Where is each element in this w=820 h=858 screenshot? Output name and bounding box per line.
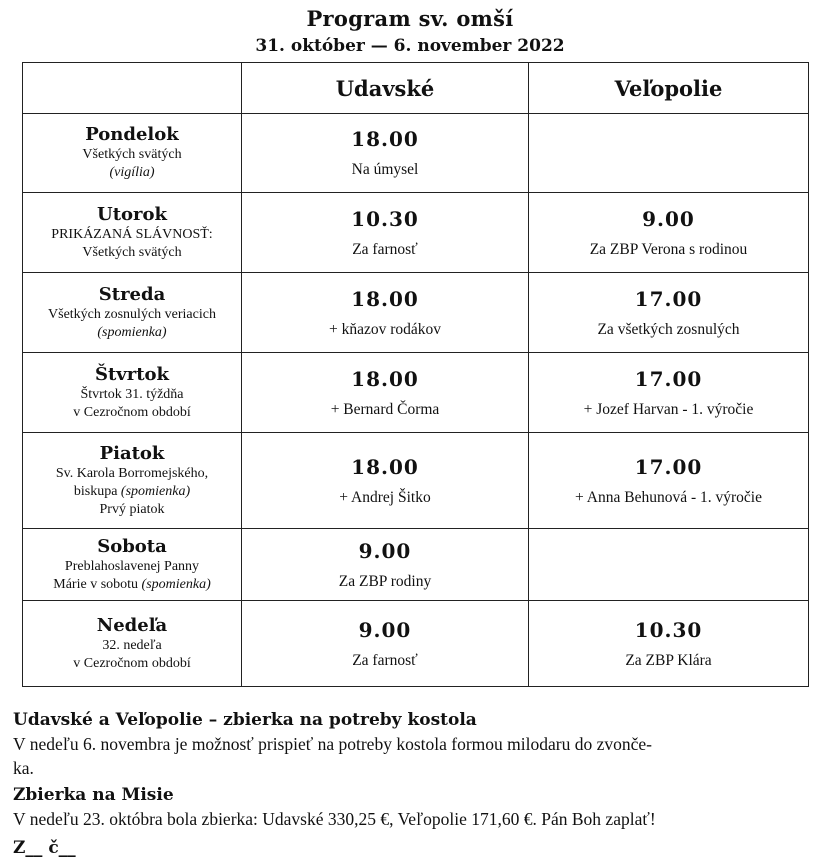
table-row	[23, 601, 809, 687]
note-text: V nedeľu 23. októbra bola zbierka: Udavské 330,25 €, Veľopolie 171,60 €. Pán Boh zaplať!	[13, 809, 656, 829]
udavske-cell	[242, 273, 529, 353]
day-subtitle: Všetkých zosnulých veriacich	[48, 306, 216, 322]
udavske-cell	[242, 529, 529, 601]
table-header-row	[23, 63, 809, 114]
announcements	[13, 708, 813, 831]
velopolie-cell	[529, 529, 809, 601]
table-row	[23, 273, 809, 353]
day-cell	[23, 353, 242, 433]
day-subtitle: Všetkých svätých	[82, 147, 182, 162]
day-subtitle: Všetkých svätých	[82, 244, 182, 260]
day-subtitle-italic: (spomienka)	[120, 483, 191, 499]
mass-schedule-table	[22, 62, 809, 687]
mass-intention: Za ZBP Klára	[625, 651, 712, 669]
mass-intention: Za farnosť	[352, 651, 418, 669]
mass-intention: Za ZBP Verona s rodinou	[589, 240, 748, 258]
mass-time: 17.00	[634, 286, 703, 311]
day-subtitle: biskupa	[73, 483, 118, 499]
day-name: Sobota	[97, 535, 167, 557]
header-empty-cell	[23, 63, 242, 114]
mass-intention: Na úmysel	[351, 161, 419, 178]
udavske-cell	[242, 601, 529, 687]
velopolie-cell	[529, 353, 809, 433]
mass-time: 18.00	[351, 366, 419, 391]
day-name: Utorok	[97, 203, 167, 225]
day-subtitle: v Cezročnom období	[73, 404, 191, 420]
header-udavske: Udavské	[242, 63, 529, 114]
mass-time: 9.00	[642, 206, 695, 231]
cutoff-heading: Z__ č__	[13, 838, 76, 858]
day-subtitle: Štvrtok 31. týždňa	[80, 386, 184, 402]
day-cell	[23, 273, 242, 353]
velopolie-cell	[529, 433, 809, 529]
mass-time: 17.00	[634, 454, 703, 479]
velopolie-cell	[529, 114, 809, 193]
day-subtitle: Márie v sobotu	[53, 576, 139, 592]
mass-intention: + Bernard Čorma	[330, 400, 440, 418]
mass-time: 9.00	[358, 617, 412, 642]
day-subtitle-italic: (spomienka)	[141, 576, 211, 592]
udavske-cell	[242, 353, 529, 433]
mass-time: 17.00	[634, 366, 703, 391]
mass-time: 18.00	[351, 454, 419, 479]
day-subtitle: Preblahoslavenej Panny	[64, 558, 200, 574]
mass-time: 18.00	[351, 127, 419, 151]
table-row	[23, 529, 809, 601]
day-subtitle-italic: (vigília)	[109, 165, 155, 180]
mass-intention: + kňazov rodákov	[328, 320, 442, 338]
velopolie-cell	[529, 193, 809, 273]
mass-intention: + Jozef Harvan - 1. výročie	[583, 400, 754, 418]
table-row	[23, 193, 809, 273]
mass-intention: + Anna Behunová - 1. výročie	[575, 488, 762, 506]
table-row	[23, 114, 809, 193]
mass-intention: Za ZBP rodiny	[338, 572, 432, 590]
udavske-cell	[242, 433, 529, 529]
velopolie-cell	[529, 273, 809, 353]
day-subtitle-italic: (spomienka)	[97, 324, 167, 340]
mass-time: 10.30	[634, 617, 703, 642]
mass-intention: Za všetkých zosnulých	[597, 320, 740, 338]
udavske-cell	[242, 193, 529, 273]
day-subtitle: 32. nedeľa	[102, 637, 162, 653]
day-subtitle: v Cezročnom období	[73, 655, 191, 671]
day-subtitle: PRIKÁZANÁ SLÁVNOSŤ:	[51, 226, 213, 242]
day-subtitle: Sv. Karola Borromejského,	[55, 465, 209, 481]
table-row	[23, 353, 809, 433]
udavske-cell	[242, 114, 529, 193]
day-name: Nedeľa	[96, 614, 168, 636]
mass-time: 10.30	[351, 206, 419, 231]
day-cell	[23, 529, 242, 601]
date-range: 31. október — 6. november 2022	[255, 36, 565, 56]
mass-time: 18.00	[351, 286, 419, 311]
day-cell	[23, 433, 242, 529]
day-name: Štvrtok	[94, 363, 170, 385]
note-heading: Zbierka na Misie	[13, 785, 174, 805]
day-subtitle: Prvý piatok	[99, 501, 165, 517]
day-cell	[23, 601, 242, 687]
day-name: Streda	[98, 283, 166, 305]
mass-time: 9.00	[358, 538, 412, 563]
mass-intention: + Andrej Šitko	[339, 488, 431, 506]
day-cell	[23, 114, 242, 193]
day-cell	[23, 193, 242, 273]
day-name: Pondelok	[85, 124, 179, 145]
header-velopolie: Veľopolie	[529, 63, 809, 114]
mass-intention: Za farnosť	[352, 240, 418, 258]
velopolie-cell	[529, 601, 809, 687]
note-text: ka.	[13, 758, 34, 778]
note-heading: Udavské a Veľopolie – zbierka na potreby kostola	[13, 710, 477, 730]
table-row	[23, 433, 809, 529]
day-name: Piatok	[99, 442, 165, 464]
note-text: V nedeľu 6. novembra je možnosť prispieť na potreby kostola formou milodaru do zvonče-	[13, 734, 652, 754]
page-title: Program sv. omší	[306, 6, 514, 31]
